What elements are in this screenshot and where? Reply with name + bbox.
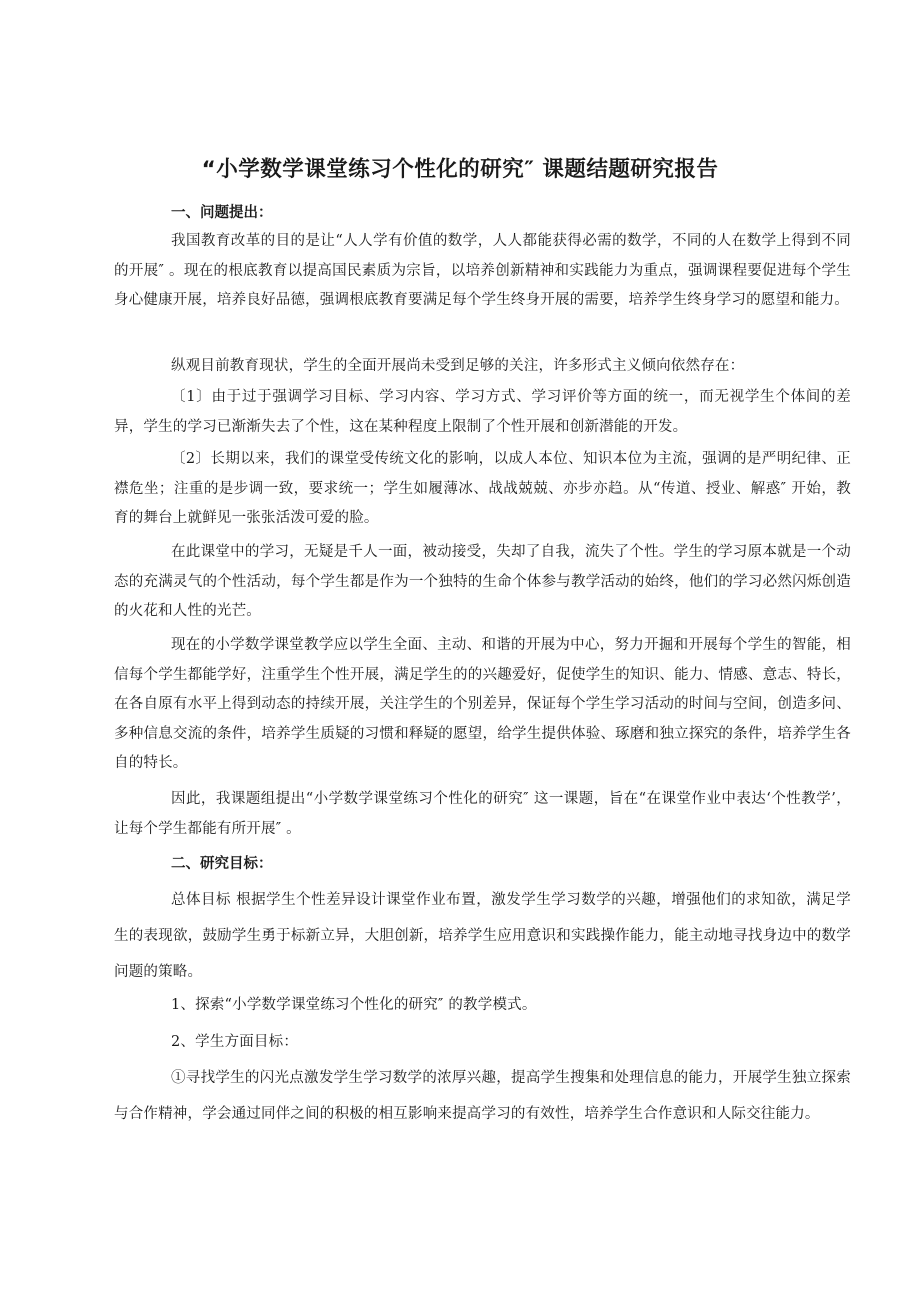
paragraph: 因此，我课题组提出“小学数学课堂练习个性化的研究″ 这一课题，旨在“在课堂作业中表达‘个性教学’，让每个学生都能有所开展″ 。: [114, 791, 851, 837]
section-heading-goals: 二、研究目标：: [171, 856, 273, 872]
paragraph: 纵观目前教育现状，学生的全面开展尚未受到足够的关注，许多形式主义倾向依然存在：: [171, 358, 745, 374]
section-heading-problem: 一、问题提出：: [171, 205, 273, 221]
paragraph: 2、学生方面目标：: [171, 1034, 299, 1050]
report-title: “小学数学课堂练习个性化的研究″ 课题结题研究报告: [201, 157, 719, 182]
paragraph: 总体目标 根据学生个性差异设计课堂作业布置，激发学生学习数学的兴趣，增强他们的求知欲，满足学生的表现欲，鼓励学生勇于标新立异，大胆创新，培养学生应用意识和实践操作能力，能主动地寻找身边中的数学问题的策略。: [114, 892, 851, 980]
paragraph: 我国教育改革的目的是让“人人学有价值的数学，人人都能获得必需的数学，不同的人在数学上得到不同的开展″ 。现在的根底教育以提高国民素质为宗旨，以培养创新精神和实践能力为重点，强调课程要促进每个学生身心健康开展，培养良好品德，强调根底教育要满足每个学生终身开展的需要，培养学生终身学习的愿望和能力。: [114, 233, 851, 308]
paragraph: ①寻找学生的闪光点激发学生学习数学的浓厚兴趣，提高学生搜集和处理信息的能力，开展学生独立探索与合作精神，学会通过同伴之间的积极的相互影响来提高学习的有效性，培养学生合作意识和人际交往能力。: [114, 1070, 851, 1122]
paragraph: 现在的小学数学课堂教学应以学生全面、主动、和谐的开展为中心，努力开掘和开展每个学生的智能，相信每个学生都能学好，注重学生个性开展，满足学生的的兴趣爱好，促使学生的知识、能力、情感、意志、特长，在各自原有水平上得到动态的持续开展，关注学生的个别差异，保证每个学生学习活动的时间与空间，创造多问、多种信息交流的条件，培养学生质疑的习惯和释疑的愿望，给学生提供体验、琢磨和独立探究的条件，培养学生各自的特长。: [114, 637, 851, 771]
paragraph: 1、探索“小学数学课堂练习个性化的研究″ 的教学模式。: [171, 997, 537, 1013]
paragraph: 在此课堂中的学习，无疑是千人一面，被动接受，失却了自我，流失了个性。学生的学习原本就是一个动态的充满灵气的个性活动，每个学生都是作为一个独特的生命个体参与教学活动的始终，他们的学习必然闪烁创造的火花和人性的光芒。: [114, 544, 851, 619]
paragraph: 〔2〕长期以来，我们的课堂受传统文化的影响，以成人本位、知识本位为主流，强调的是严明纪律、正襟危坐；注重的是步调一致，要求统一；学生如履薄冰、战战兢兢、亦步亦趋。从“传道、授业、解惑″ 开始，教育的舞台上就鲜见一张张活泼可爱的脸。: [114, 451, 851, 526]
paragraph: 〔1〕由于过于强调学习目标、学习内容、学习方式、学习评价等方面的统一，而无视学生个体间的差异，学生的学习已渐渐失去了个性，这在某种程度上限制了个性开展和创新潜能的开发。: [114, 389, 851, 435]
